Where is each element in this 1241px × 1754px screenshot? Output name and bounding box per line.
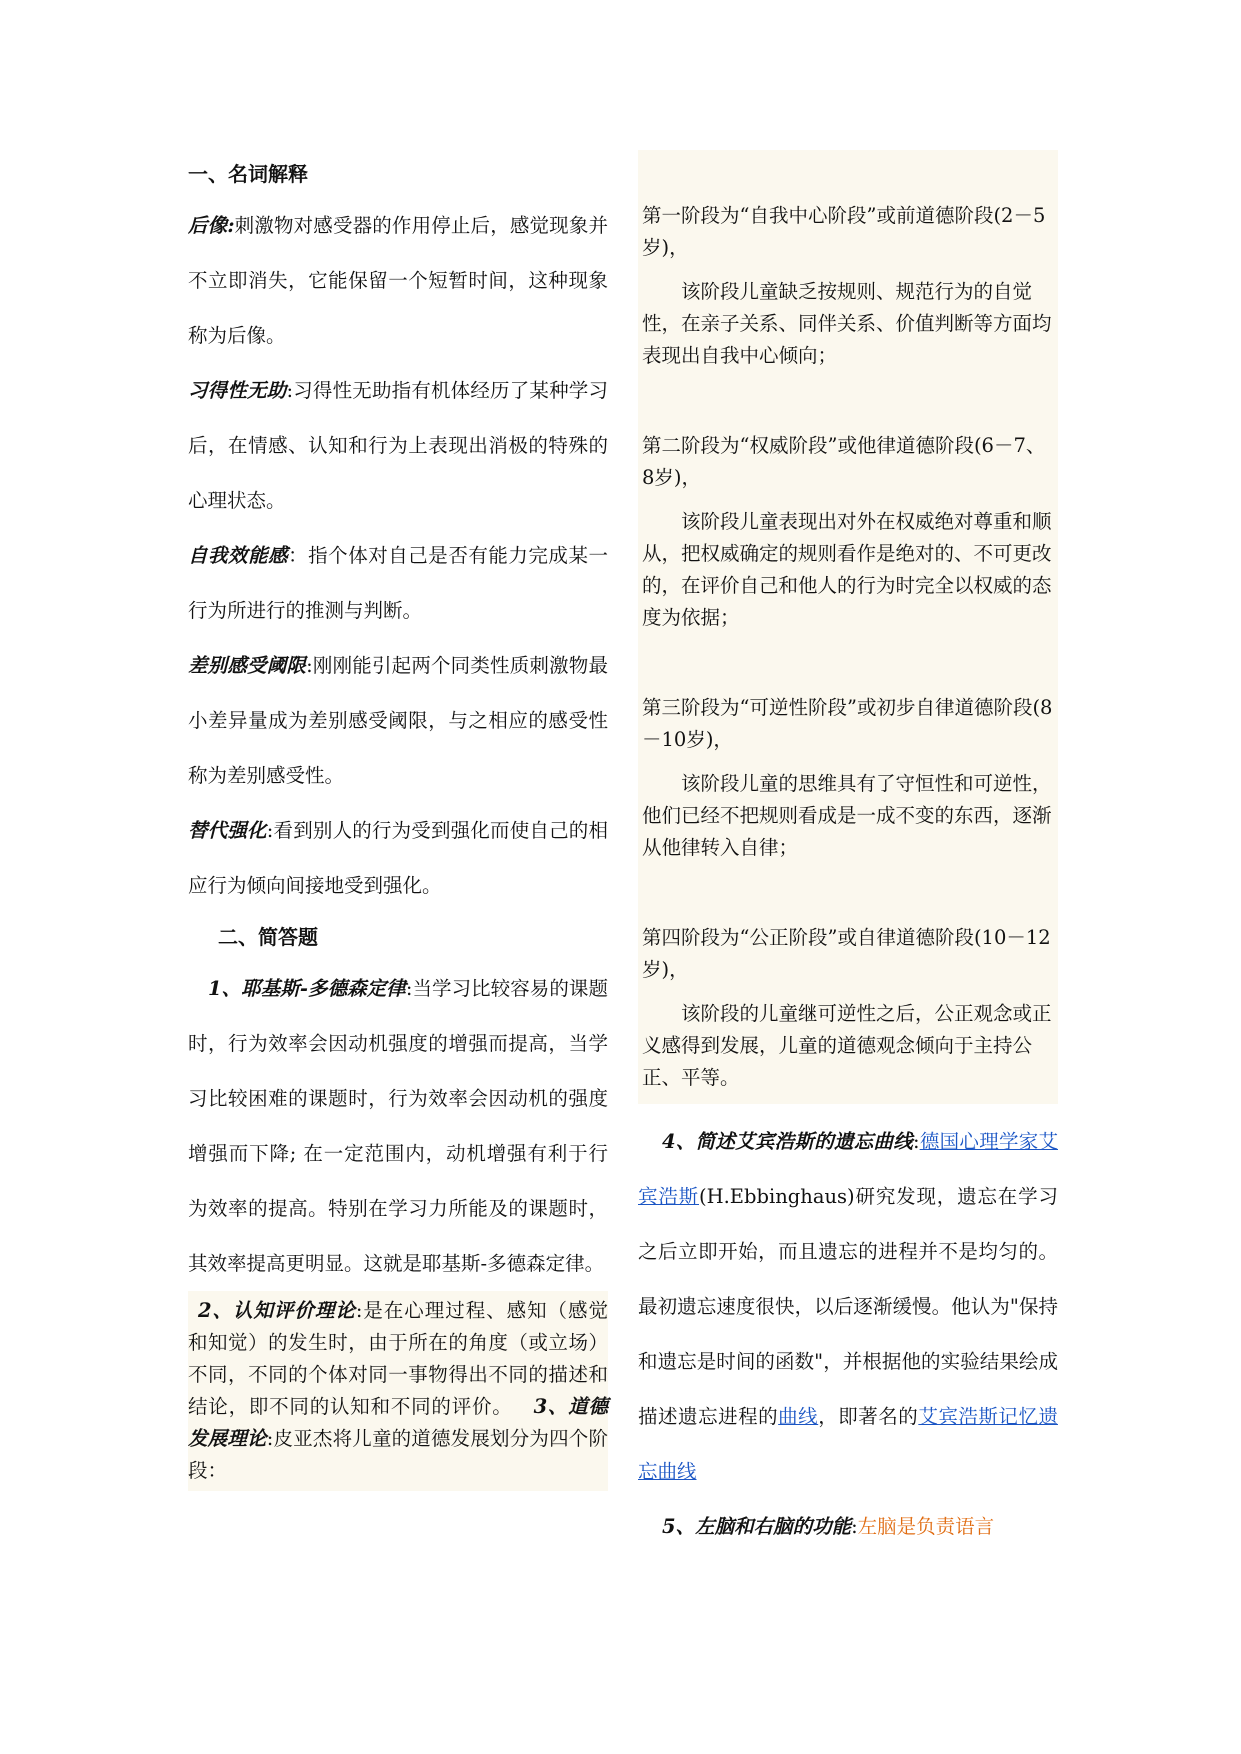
term-vicarious-reinforcement [188, 803, 608, 913]
q5-sep: : [851, 1515, 858, 1538]
stage-3 [638, 692, 1058, 864]
stage-body: 该阶段儿童缺乏按规则、规范行为的自觉性，在亲子关系、同伴关系、价值判断等方面均表现出自我中心倾向； [642, 280, 1052, 367]
q4-label: 4、简述艾宾浩斯的遗忘曲线 [662, 1130, 914, 1153]
term-def: 刚刚能引起两个同类性质刺激物最小差异量成为差别感受阈限，与之相应的感受性称为差别感受性。 [188, 654, 608, 787]
q4-ebbinghaus [638, 1114, 1058, 1499]
stage-head: 第二阶段为“权威阶段”或他律道德阶段(6－7、8岁)， [642, 434, 1046, 489]
q4-sep: : [913, 1130, 920, 1153]
q4-text2: ，即著名的 [818, 1405, 919, 1428]
right-column [638, 150, 1058, 1554]
term-sep: ： [288, 544, 309, 567]
term-afterimage [188, 198, 608, 363]
term-def: 刺激物对感受器的作用停止后，感觉现象并不立即消失，它能保留一个短暂时间，这种现象称为后像。 [188, 214, 608, 347]
term-learned-helplessness [188, 363, 608, 528]
stage-gap [638, 864, 1058, 922]
term-label: 后像: [188, 214, 235, 237]
left-column [188, 150, 608, 1491]
q3-def: 皮亚杰将儿童的道德发展划分为四个阶段： [188, 1427, 608, 1482]
q3-label: 3、道德发展理论 [188, 1395, 608, 1450]
q5-brain [638, 1499, 1058, 1554]
stage-head: 第一阶段为“自我中心阶段”或前道德阶段(2－5岁)， [642, 204, 1046, 259]
q1-def: 当学习比较容易的课题时，行为效率会因动机强度的增强而提高，当学习比较困难的课题时，行为效率会因动机的强度增强而下降; 在一定范围内，动机增强有利于行为效率的提高。特别在学习力所能及的课题时，其效率提高更明显。这就是耶基斯-多德森定律。 [188, 977, 608, 1275]
link-ebbinghaus[interactable]: 德国心理学家艾宾浩斯 [638, 1130, 1058, 1208]
stage-2 [638, 430, 1058, 634]
q5-text: 左脑是负责语言 [857, 1515, 995, 1538]
term-self-efficacy [188, 528, 608, 638]
q1-sep: : [405, 977, 413, 1000]
term-def: 指个体对自己是否有能力完成某一行为所进行的推测与判断。 [188, 544, 608, 622]
q2-sep: : [355, 1299, 363, 1322]
term-label: 自我效能感 [188, 544, 289, 567]
q1-yerkes-dodson [188, 961, 608, 1291]
section2-title: 二、简答题 [218, 925, 318, 949]
link-forgetting-curve[interactable]: 艾宾浩斯记忆遗忘曲线 [638, 1405, 1058, 1483]
term-difference-threshold [188, 638, 608, 803]
q1-label: 1、耶基斯-多德森定律 [208, 977, 406, 1000]
stage-head: 第四阶段为“公正阶段”或自律道德阶段(10－12岁)， [642, 926, 1051, 981]
term-label: 差别感受阈限 [188, 654, 307, 677]
stage-body: 该阶段儿童表现出对外在权威绝对尊重和顺从，把权威确定的规则看作是绝对的、不可更改的，在评价自己和他人的行为时完全以权威的态度为依据； [642, 510, 1052, 629]
stage-gap [638, 372, 1058, 430]
term-sep: : [266, 819, 274, 842]
term-sep: : [306, 654, 313, 677]
stage-body: 该阶段的儿童继可逆性之后，公正观念或正义感得到发展，儿童的道德观念倾向于主持公正、平等。 [642, 1002, 1052, 1089]
term-label: 替代强化 [188, 819, 267, 842]
term-def: 看到别人的行为受到强化而使自己的相应行为倾向间接地受到强化。 [188, 819, 608, 897]
q3-sep: : [266, 1427, 274, 1450]
term-def: 习得性无助指有机体经历了某种学习后，在情感、认知和行为上表现出消极的特殊的心理状态。 [188, 379, 608, 512]
q5-label: 5、左脑和右脑的功能 [662, 1515, 852, 1538]
stage-4 [638, 922, 1058, 1104]
stage-body: 该阶段儿童的思维具有了守恒性和可逆性，他们已经不把规则看成是一成不变的东西，逐渐从他律转入自律； [642, 772, 1052, 859]
stage-head: 第三阶段为“可逆性阶段”或初步自律道德阶段(8－10岁)， [642, 696, 1053, 751]
q2-label: 2、认知评价理论 [198, 1299, 356, 1322]
stage-gap [638, 634, 1058, 692]
section1-title: 一、名词解释 [188, 162, 308, 186]
q2-q3-block [188, 1291, 608, 1491]
term-label: 习得性无助 [188, 379, 287, 402]
term-sep: : [286, 379, 294, 402]
q4-text1: (H.Ebbinghaus)研究发现，遗忘在学习之后立即开始，而且遗忘的进程并不是均匀的。最初遗忘速度很快，以后逐渐缓慢。他认为"保持和遗忘是时间的函数"，并根据他的实验结果绘成描述遗忘进程的 [638, 1185, 1058, 1428]
link-curve[interactable]: 曲线 [778, 1405, 819, 1428]
stage-1 [638, 150, 1058, 372]
q2-def: 是在心理过程、感知（感觉和知觉）的发生时，由于所在的角度（或立场）不同，不同的个体对同一事物得出不同的描述和结论，即不同的认知和不同的评价。 [188, 1299, 608, 1418]
